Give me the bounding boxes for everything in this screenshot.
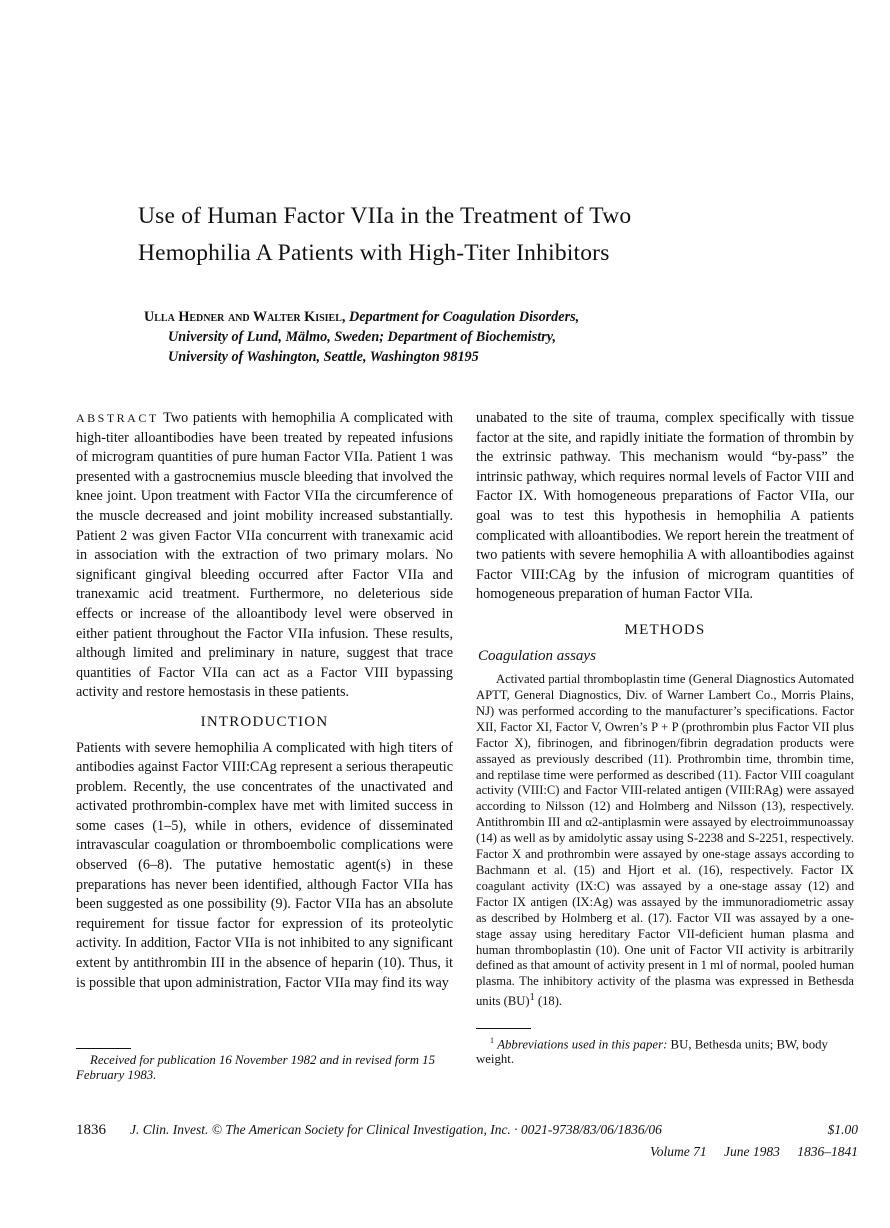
right-column <box>476 409 854 1010</box>
article-price: $1.00 <box>827 1122 858 1137</box>
footnote-label: Abbreviations used in this paper: <box>497 1037 668 1052</box>
volume: Volume 71 <box>650 1144 707 1159</box>
methods-text <box>476 672 854 1010</box>
page-range: 1836–1841 <box>797 1144 858 1159</box>
volume-line <box>650 1142 858 1162</box>
abstract-text: Two patients with hemophilia A complicated with high-titer alloantibodies have been treated by repeated infusions of microgram quantities of pure human Factor VIIa. Patient 1 was presented with a gastrocnemius muscle bleeding that involved the knee joint. Upon treatment with Factor VIIa the circumference of the muscle decreased and joint mobility increased substantially. Patient 2 was given Factor VIIa concurrent with tranexamic acid in association with the extraction of two primary molars. No significant gingival bleeding occurred after Factor VIIa and tranexamic acid treatment. Furthermore, no deleterious side effects or increase of the alloantibody level were observed in either patient throughout the Factor VIIa infusion. These results, although limited and preliminary in nature, suggest that trace quantities of Factor VIIa can act as a Factor VIII bypassing activity and restore hemostasis in these patients. <box>76 410 453 701</box>
footnote-marker: 1 <box>529 992 535 1004</box>
author-names: Ulla Hedner and Walter Kisiel, <box>144 309 346 325</box>
introduction-heading: INTRODUCTION <box>200 713 329 730</box>
page-number: 1836 <box>76 1122 106 1138</box>
affiliation-1: Department for Coagulation Disorders, <box>345 309 580 325</box>
received-date-note: Received for publication 16 November 1982 and in revised form 15 February 1983. <box>76 1053 435 1082</box>
abstract-label: ABSTRACT <box>76 411 159 425</box>
author-line-1 <box>144 307 844 327</box>
introduction-text-left: Patients with severe hemophilia A complicated with high titers of antibodies against Factor VIII:CAg represent a serious therapeutic problem. Recently, the use concentrates of the unactivated and activated prothrombin-complex have met with limited success in some cases (1–5), while in others, evidence of disseminated intravascular coagulation or thromboembolic complications were observed (6–8). The putative hemostatic agent(s) in these preparations has never been identified, although Factor VIIa has been suggested as one possibility (9). Factor VIIa has an absolute requirement for tissue factor for expression of its proteolytic activity. In addition, Factor VIIa is not inhibited to any significant extent by antithrombin III in the absence of heparin (10). Thus, it is possible that upon administration, Factor VIIa may find its way <box>76 739 453 991</box>
abbreviations-footnote <box>476 1033 854 1067</box>
journal-citation: J. Clin. Invest. © The American Society for Clinical Investigation, Inc. · 0021-9738/83/06/1836/06 <box>130 1122 662 1137</box>
footnote-divider-left <box>76 1048 131 1049</box>
affiliation-2: University of Lund, Mälmo, Sweden; Department of Biochemistry, <box>168 329 557 345</box>
footnote-text: BU, Bethesda units; BW, body weight. <box>476 1037 828 1067</box>
abstract <box>76 409 453 703</box>
affiliation-3: University of Washington, Seattle, Washington 98195 <box>168 349 479 365</box>
coagulation-assays-heading: Coagulation assays <box>478 647 596 664</box>
left-column <box>76 409 453 993</box>
article-title <box>138 198 838 272</box>
introduction-text-right: unabated to the site of trauma, complex specifically with tissue factor at the site, and rapidly initiate the formation of thrombin by the extrinsic pathway. This mechanism would “by-pass” the intrinsic pathway, which requires normal levels of Factor VIII and Factor IX. With homogeneous preparations of Factor VIIa, our goal was to test this hypothesis in hemophilia A patients complicated with alloantibodies. We report herein the treatment of two patients with severe hemophilia A with alloantibodies against Factor VIII:CAg by the infusion of microgram quantities of homogeneous preparation of human Factor VIIa. <box>476 410 854 603</box>
title-line-2: Hemophilia A Patients with High-Titer Inhibitors <box>138 240 610 266</box>
footnote-number: 1 <box>490 1036 494 1045</box>
author-block <box>144 307 844 367</box>
issue-date: June 1983 <box>724 1144 780 1159</box>
title-line-1: Use of Human Factor VIIa in the Treatment of Two <box>138 203 632 229</box>
methods-body-end: (18). <box>534 994 563 1009</box>
methods-body: Activated partial thromboplastin time (General Diagnostics Automated APTT, General Diagnostics, Div. of Warner Lambert Co., Morris Plains, NJ) was performed according to the manufacturer’s specifications. Factor XII, Factor XI, Factor V, Owren’s P + P (prothrombin plus Factor VII plus Factor X), fibrinogen, and fibrinogen/fibrin degradation products were assayed as previously described (11). Prothrombin time, thrombin time, and reptilase time were performed as described (11). Factor VIII coagulant activity (VIII:C) and Factor VIII-related antigen (VIII:RAg) were assayed according to Nilsson (12) and Holmberg and Nilsson (13), respectively. Antithrombin III and α2-antiplasmin were assayed by electroimmunoassay (14) as well as by amidolytic assay using S-2238 and S-2251, respectively. Factor X and prothrombin were assayed by one-stage assays according to Bachmann et al. (15) and Hjort et al. (16), respectively. Factor IX coagulant activity (IX:C) was assayed by a one-stage assay (12) and Factor IX antigen (IX:Ag) was assayed by the immunoradiometric assay as described by Holmberg et al. (17). Factor VII was assayed by a one-stage assay using hereditary Factor VII-deficient human plasma and human thromboplastin (10). One unit of Factor VII activity is arbitrarily defined as that amount of activity present in 1 ml of normal, pooled human plasma. The inhibitory activity of the plasma was expressed in Bethesda units (BU) <box>476 672 854 1009</box>
footnote-divider-right <box>476 1028 531 1029</box>
methods-heading: METHODS <box>624 621 706 638</box>
